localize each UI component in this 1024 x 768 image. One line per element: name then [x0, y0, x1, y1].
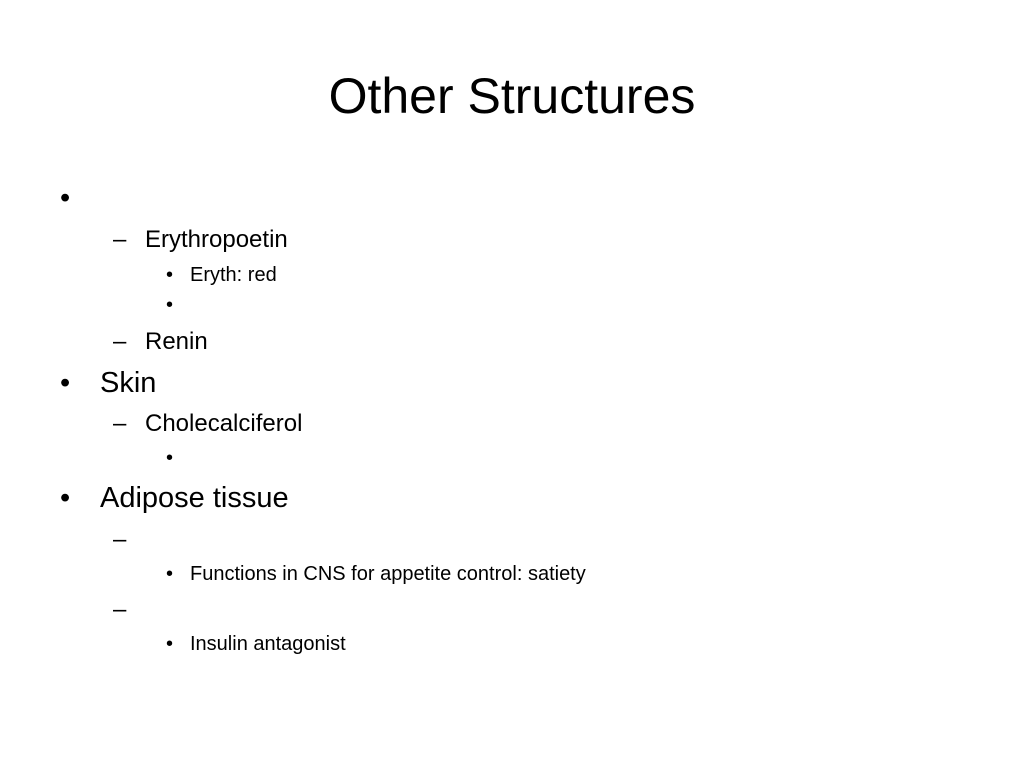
list-item-level3: Insulin antagonist — [190, 633, 346, 655]
slide-title: Other Structures — [328, 68, 696, 124]
list-item-level1: Adipose tissue — [100, 482, 289, 514]
bullet-marker: • — [166, 447, 174, 469]
list-item-level3: Eryth: red — [190, 264, 277, 286]
dash-marker: – — [113, 526, 127, 553]
list-item-level3: Functions in CNS for appetite control: satiety — [190, 563, 586, 585]
bullet-marker: • — [166, 294, 174, 316]
bullet-marker: • — [166, 264, 174, 286]
dash-marker: – — [113, 328, 127, 355]
list-item-level2: Renin — [145, 328, 208, 355]
list-item-level2: Erythropoetin — [145, 226, 288, 253]
list-item-level2: Cholecalciferol — [145, 410, 303, 437]
list-item-level1: Skin — [100, 367, 157, 399]
dash-marker: – — [113, 226, 127, 253]
dash-marker: – — [113, 410, 127, 437]
bullet-marker: • — [60, 367, 71, 399]
bullet-marker: • — [60, 482, 71, 514]
dash-marker: – — [113, 596, 127, 623]
bullet-marker: • — [166, 563, 174, 585]
bullet-marker: • — [60, 182, 71, 214]
bullet-marker: • — [166, 633, 174, 655]
